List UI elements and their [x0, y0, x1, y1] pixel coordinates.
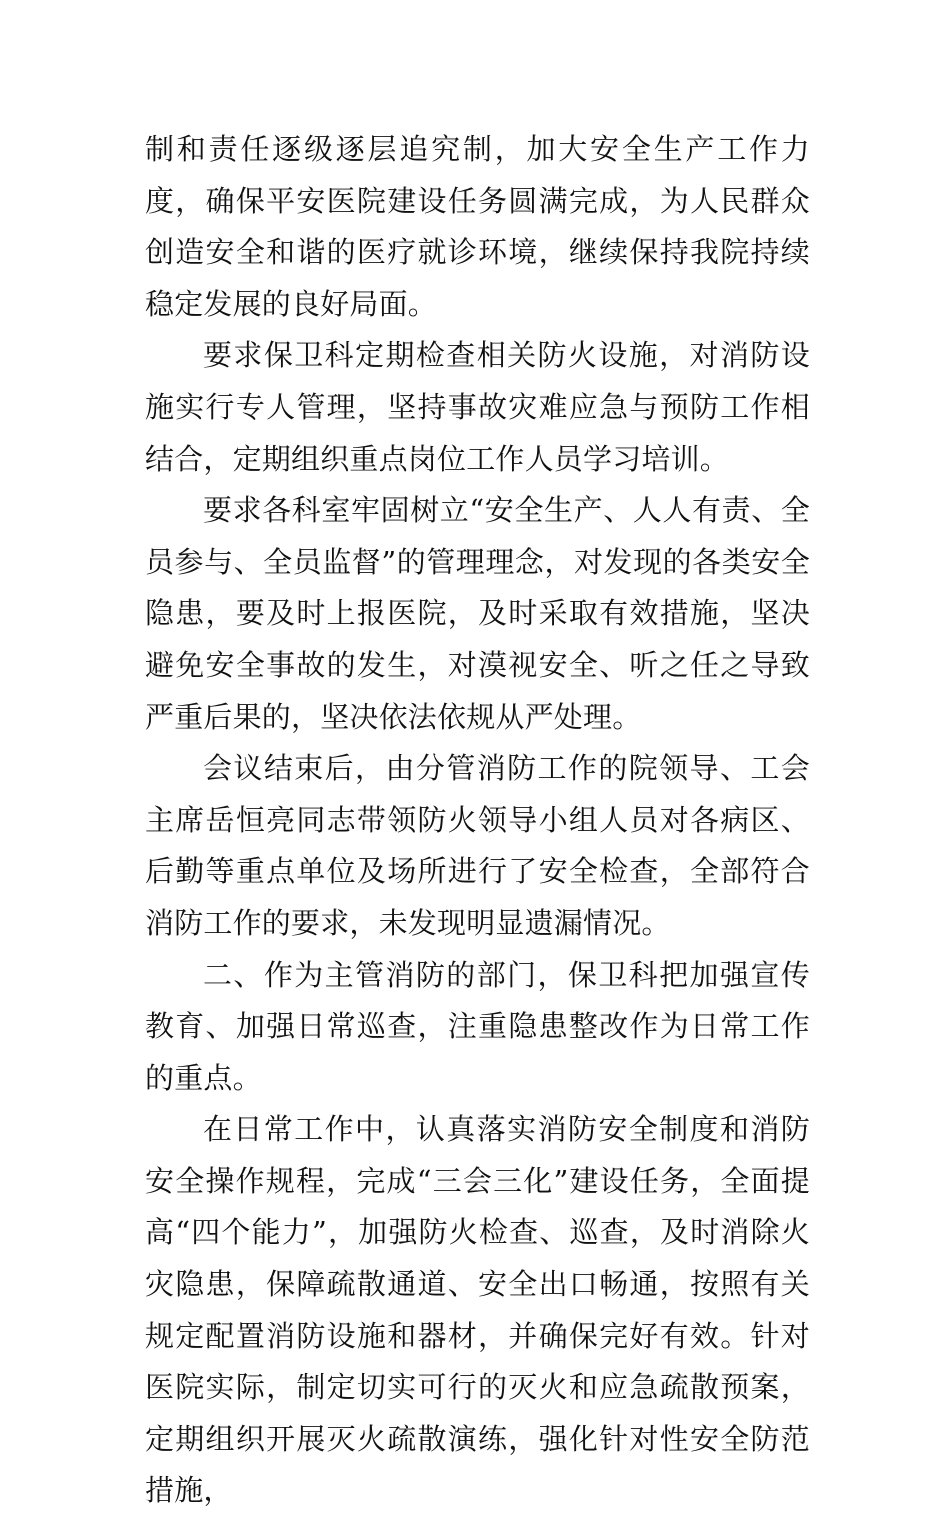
paragraph-post-meeting-check: 会议结束后，由分管消防工作的院领导、工会主席岳恒亮同志带领防火领导小组人员对各病区、后勤等重点单位及场所进行了安全检查，全部符合消防工作的要求，未发现明显遗漏情况。 [145, 751, 810, 940]
document-body [145, 124, 810, 1517]
paragraph-section-two: 二、作为主管消防的部门，保卫科把加强宣传教育、加强日常巡查，注重隐患整改作为日常工作的重点。 [145, 957, 810, 1095]
paragraph-daily-work: 在日常工作中，认真落实消防安全制度和消防安全操作规程，完成“三会三化”建设任务，全面提高“四个能力”，加强防火检查、巡查，及时消除火灾隐患，保障疏散通道、安全出口畅通，按照有关规定配置消防设施和器材，并确保完好有效。针对医院实际，制定切实可行的灭火和应急疏散预案，定期组织开展灭火疏散演练，强化针对性安全防范措施， [145, 1112, 810, 1508]
paragraph-security-inspection: 要求保卫科定期检查相关防火设施，对消防设施实行专人管理，坚持事故灾难应急与预防工作相结合，定期组织重点岗位工作人员学习培训。 [145, 338, 810, 476]
paragraph-safety-awareness: 要求各科室牢固树立“安全生产、人人有责、全员参与、全员监督”的管理理念，对发现的各类安全隐患，要及时上报医院，及时采取有效措施，坚决避免安全事故的发生，对漠视安全、听之任之导致严重后果的，坚决依法依规从严处理。 [145, 493, 810, 734]
paragraph-continuation: 制和责任逐级逐层追究制，加大安全生产工作力度，确保平安医院建设任务圆满完成，为人民群众创造安全和谐的医疗就诊环境，继续保持我院持续稳定发展的良好局面。 [145, 132, 810, 321]
